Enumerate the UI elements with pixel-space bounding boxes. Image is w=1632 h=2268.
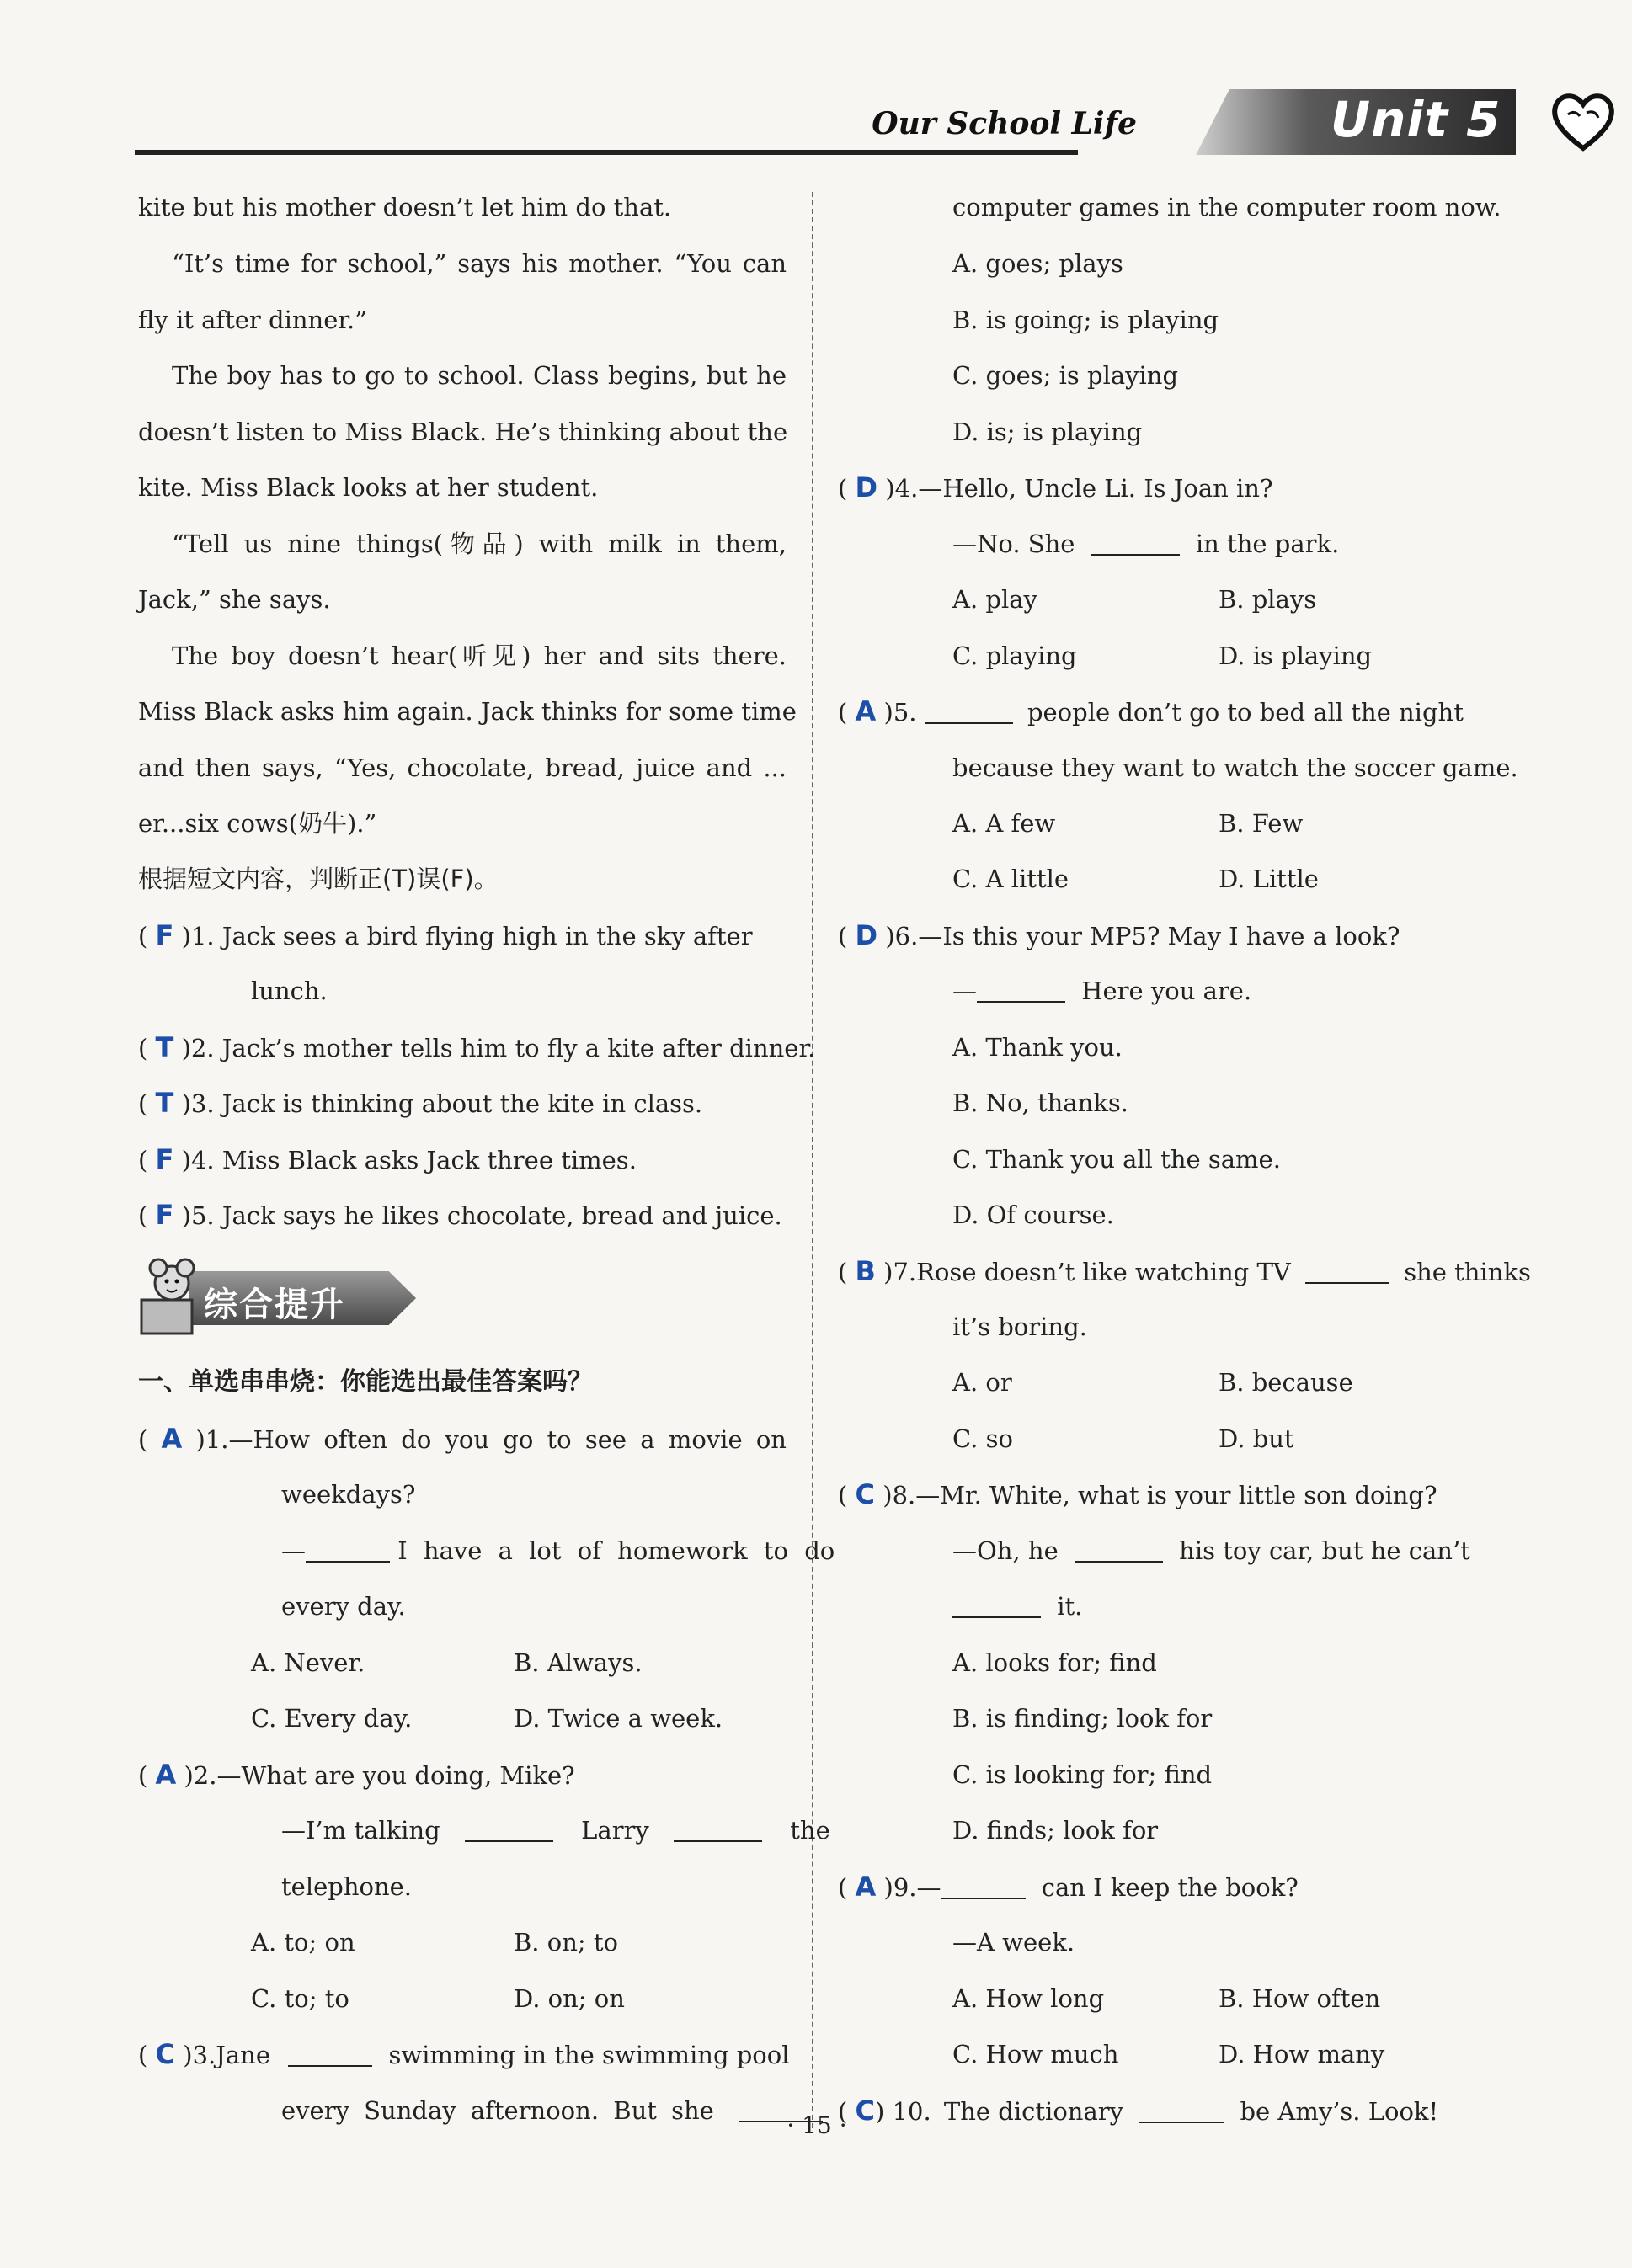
answer-blank (1139, 2098, 1224, 2123)
answer-blank (306, 1537, 390, 1563)
question-line: it’s boring. (952, 1312, 1087, 1341)
tf-item: ( F )5. Jack says he likes chocolate, bread and juice. (138, 1199, 782, 1231)
option: C. to; to (251, 1984, 349, 2013)
question-7: ( B )7.Rose doesn’t like watching TV she thinks (838, 1255, 1531, 1287)
heart-logo-icon (1549, 89, 1617, 153)
question-10: ( C) 10. The dictionary be Amy’s. Look! (838, 2095, 1439, 2127)
answer-mark: A (155, 1759, 177, 1791)
question-6: ( D )6.—Is this your MP5? May I have a look? (838, 919, 1400, 951)
option: C. A little (952, 865, 1069, 893)
option: D. is; is playing (952, 418, 1143, 446)
question-line: — I have a lot of homework to do (281, 1536, 835, 1565)
answer-mark: C (855, 2095, 876, 2127)
option: C. goes; is playing (952, 361, 1179, 390)
answer-blank (288, 2042, 372, 2067)
question-line: every day. (281, 1592, 406, 1621)
answer-blank (977, 977, 1065, 1003)
answer-mark: F (155, 1143, 174, 1175)
option: D. on; on (514, 1984, 625, 2013)
option: A. A few (952, 809, 1056, 838)
story-line: kite but his mother doesn’t let him do that. (138, 193, 672, 221)
answer-mark: B (855, 1255, 876, 1287)
question-2: ( A )2.—What are you doing, Mike? (138, 1759, 575, 1791)
option: B. No, thanks. (952, 1089, 1128, 1117)
answer-mark: F (155, 1199, 174, 1231)
option: B. plays (1219, 585, 1317, 614)
option: B. How often (1219, 1984, 1381, 2013)
question-line: —Oh, he his toy car, but he can’t (952, 1536, 1470, 1565)
question-9: ( A )9.— can I keep the book? (838, 1871, 1299, 1903)
option: A. play (952, 585, 1037, 614)
story-line: “Tell us nine things(物品) with milk in them, (172, 530, 787, 558)
section-title: 一、单选串串烧：你能选出最佳答案吗？ (138, 1367, 593, 1397)
option: B. because (1219, 1368, 1353, 1397)
answer-blank (1305, 1259, 1389, 1284)
question-5: ( A )5. people don’t go to bed all the night (838, 695, 1464, 727)
section-banner (138, 1254, 416, 1339)
answer-mark: D (855, 471, 878, 503)
tf-item-cont: lunch. (251, 977, 328, 1005)
option: D. How many (1219, 2040, 1385, 2068)
question-line: — Here you are. (952, 977, 1252, 1005)
option: A. looks for; find (952, 1648, 1157, 1677)
answer-blank (925, 699, 1013, 724)
question-line: —A week. (952, 1928, 1075, 1957)
answer-blank (1091, 530, 1180, 556)
option: A. Never. (251, 1648, 365, 1677)
answer-mark: D (855, 919, 878, 951)
story-line: and then says, “Yes, chocolate, bread, juice and ... (138, 753, 787, 782)
option: B. is going; is playing (952, 306, 1219, 334)
option: A. Thank you. (952, 1033, 1123, 1062)
answer-mark: T (155, 1031, 174, 1063)
answer-blank (952, 1593, 1041, 1618)
mouse-mascot-icon (138, 1254, 222, 1339)
question-line: computer games in the computer room now. (952, 193, 1501, 221)
question-line: it. (952, 1589, 1082, 1623)
header-title: Our School Life (872, 106, 1137, 141)
question-1: ( A )1.—How often do you go to see a movie on (138, 1423, 787, 1455)
question-line: telephone. (281, 1872, 413, 1901)
story-line: Jack,” she says. (138, 585, 331, 614)
unit-label: Unit 5 (1331, 91, 1501, 148)
question-line: because they want to watch the soccer game. (952, 753, 1518, 782)
answer-mark: T (155, 1087, 174, 1119)
story-line: doesn’t listen to Miss Black. He’s thinking about the (138, 418, 788, 446)
question-4: ( D )4.—Hello, Uncle Li. Is Joan in? (838, 471, 1273, 503)
option: D. Little (1219, 865, 1319, 893)
answer-mark: A (855, 695, 877, 727)
option: C. so (952, 1424, 1013, 1453)
answer-blank (1075, 1537, 1163, 1563)
option: C. is looking for; find (952, 1760, 1213, 1789)
option: A. How long (952, 1984, 1105, 2013)
answer-mark: A (855, 1871, 877, 1903)
page-number: · 15 · (787, 2111, 847, 2139)
option: C. playing (952, 642, 1077, 670)
tf-item: ( F )1. Jack sees a bird flying high in the sky after (138, 919, 753, 951)
story-line: fly it after dinner.” (138, 306, 368, 334)
answer-blank (941, 1874, 1026, 1899)
option: A. or (952, 1368, 1012, 1397)
answer-blank (674, 1817, 762, 1842)
question-8: ( C )8.—Mr. White, what is your little son doing? (838, 1478, 1437, 1510)
option: B. Always. (514, 1648, 643, 1677)
option: B. Few (1219, 809, 1304, 838)
question-line: —I’m talking Larry the (281, 1816, 830, 1845)
banner-label: 综合提升 (204, 1286, 345, 1324)
tf-instruction: 根据短文内容，判断正(T)误(F)。 (138, 865, 499, 893)
option: D. finds; look for (952, 1816, 1159, 1845)
question-line: —No. She in the park. (952, 530, 1340, 558)
page-header (135, 84, 1516, 162)
option: D. Twice a week. (514, 1704, 723, 1733)
option: B. on; to (514, 1928, 618, 1957)
story-line: kite. Miss Black looks at her student. (138, 473, 599, 502)
tf-item: ( F )4. Miss Black asks Jack three times. (138, 1143, 637, 1175)
question-3: ( C )3.Jane swimming in the swimming pool (138, 2038, 790, 2070)
answer-mark: A (161, 1423, 183, 1455)
story-line: Miss Black asks him again. Jack thinks for some time (138, 697, 797, 726)
story-line: er...six cows(奶牛).” (138, 809, 377, 838)
option: C. How much (952, 2040, 1119, 2068)
option: A. goes; plays (952, 249, 1123, 278)
header-rule (135, 150, 1078, 155)
option: C. Thank you all the same. (952, 1145, 1281, 1174)
answer-mark: C (855, 1478, 876, 1510)
tf-item: ( T )2. Jack’s mother tells him to fly a kite after dinner. (138, 1031, 816, 1063)
answer-mark: C (155, 2038, 176, 2070)
answer-mark: F (155, 919, 174, 951)
option: D. but (1219, 1424, 1294, 1453)
story-line: “It’s time for school,” says his mother. “You can (172, 249, 787, 278)
option: B. is finding; look for (952, 1704, 1213, 1733)
story-line: The boy doesn’t hear(听见) her and sits there. (172, 642, 787, 670)
option: D. is playing (1219, 642, 1373, 670)
answer-blank (465, 1817, 553, 1842)
option: C. Every day. (251, 1704, 413, 1733)
option: D. Of course. (952, 1201, 1114, 1229)
tf-item: ( T )3. Jack is thinking about the kite in class. (138, 1087, 703, 1119)
option: A. to; on (251, 1928, 355, 1957)
story-line: The boy has to go to school. Class begins, but he (172, 361, 787, 390)
question-line: weekdays? (281, 1480, 416, 1509)
question-line: every Sunday afternoon. But she (281, 2094, 787, 2127)
